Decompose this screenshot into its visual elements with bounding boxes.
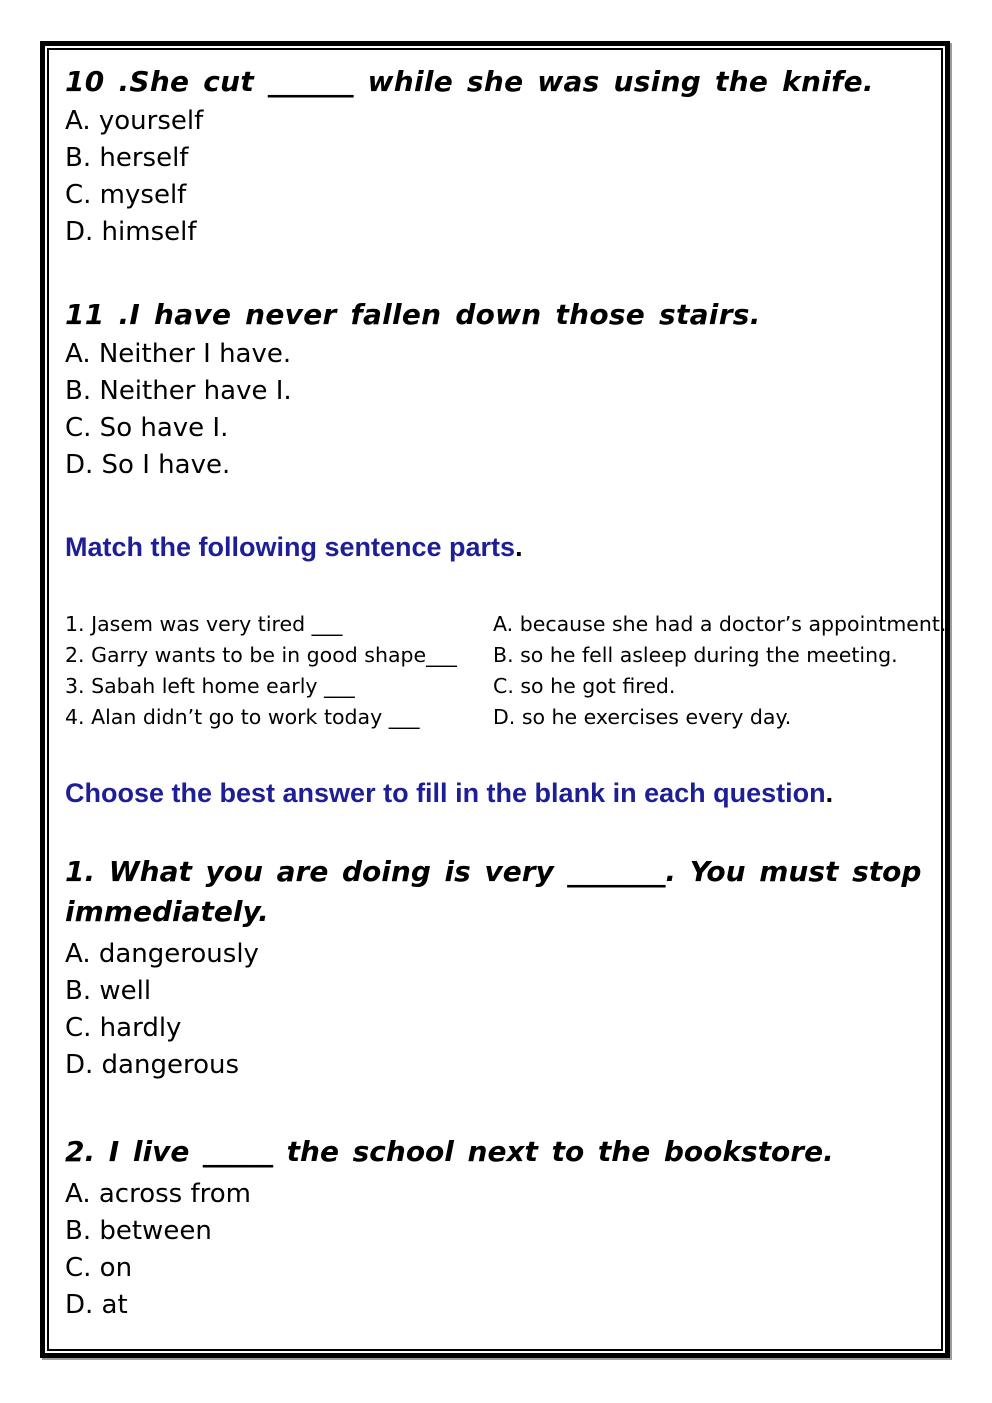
worksheet-content xyxy=(49,50,947,1324)
match-section-heading-text: Match the following sentence parts xyxy=(65,532,516,562)
question-10-option-c: C. myself xyxy=(65,180,187,210)
match-section-heading-period: . xyxy=(515,532,523,562)
match-section-heading xyxy=(65,532,923,562)
question-11-option-b: B. Neither have I. xyxy=(65,376,292,406)
match-item-3-left: 3. Sabah left home early ___ xyxy=(65,674,355,698)
question-11 xyxy=(65,297,923,484)
match-item-2-right: B. so he fell asleep during the meeting. xyxy=(493,643,898,667)
question-1-prompt-line2: immediately. xyxy=(65,895,269,928)
question-2-option-b: B. between xyxy=(65,1216,212,1246)
match-item-4-right: D. so he exercises every day. xyxy=(493,705,792,729)
question-1-option-a: A. dangerously xyxy=(65,939,259,969)
question-11-option-a: A. Neither I have. xyxy=(65,339,292,369)
question-11-option-d: D. So I have. xyxy=(65,450,231,480)
question-11-prompt: 11 .I have never fallen down those stairs. xyxy=(65,298,761,331)
question-1 xyxy=(65,852,923,1084)
choose-section-heading-period: . xyxy=(825,778,834,808)
question-10 xyxy=(65,64,923,251)
worksheet-page-border xyxy=(40,41,950,1358)
question-1-option-d: D. dangerous xyxy=(65,1050,240,1080)
match-item-1-left: 1. Jasem was very tired ___ xyxy=(65,612,343,636)
question-2 xyxy=(65,1132,923,1324)
choose-section-heading-text: Choose the best answer to fill in the blank in each question xyxy=(65,778,826,808)
question-1-option-b: B. well xyxy=(65,976,152,1006)
match-item-3-right: C. so he got fired. xyxy=(493,674,676,698)
worksheet-page-inner-border xyxy=(47,48,947,1351)
question-10-option-d: D. himself xyxy=(65,217,197,247)
question-1-prompt-line1: 1. What you are doing is very _______. You must stop xyxy=(65,855,922,888)
question-2-option-c: C. on xyxy=(65,1253,133,1283)
question-1-option-c: C. hardly xyxy=(65,1013,182,1043)
question-2-prompt: 2. I live _____ the school next to the bookstore. xyxy=(65,1135,834,1168)
match-item-2-left: 2. Garry wants to be in good shape___ xyxy=(65,643,457,667)
match-item-4-left: 4. Alan didn’t go to work today ___ xyxy=(65,705,420,729)
question-2-option-d: D. at xyxy=(65,1290,128,1320)
question-2-option-a: A. across from xyxy=(65,1179,251,1209)
question-10-option-a: A. yourself xyxy=(65,106,204,136)
match-list xyxy=(65,609,947,733)
choose-section-heading xyxy=(65,778,923,808)
question-10-option-b: B. herself xyxy=(65,143,189,173)
match-item-1-right: A. because she had a doctor’s appointment. xyxy=(493,612,947,636)
question-11-option-c: C. So have I. xyxy=(65,413,229,443)
question-10-prompt: 10 .She cut ______ while she was using the knife. xyxy=(65,65,874,98)
